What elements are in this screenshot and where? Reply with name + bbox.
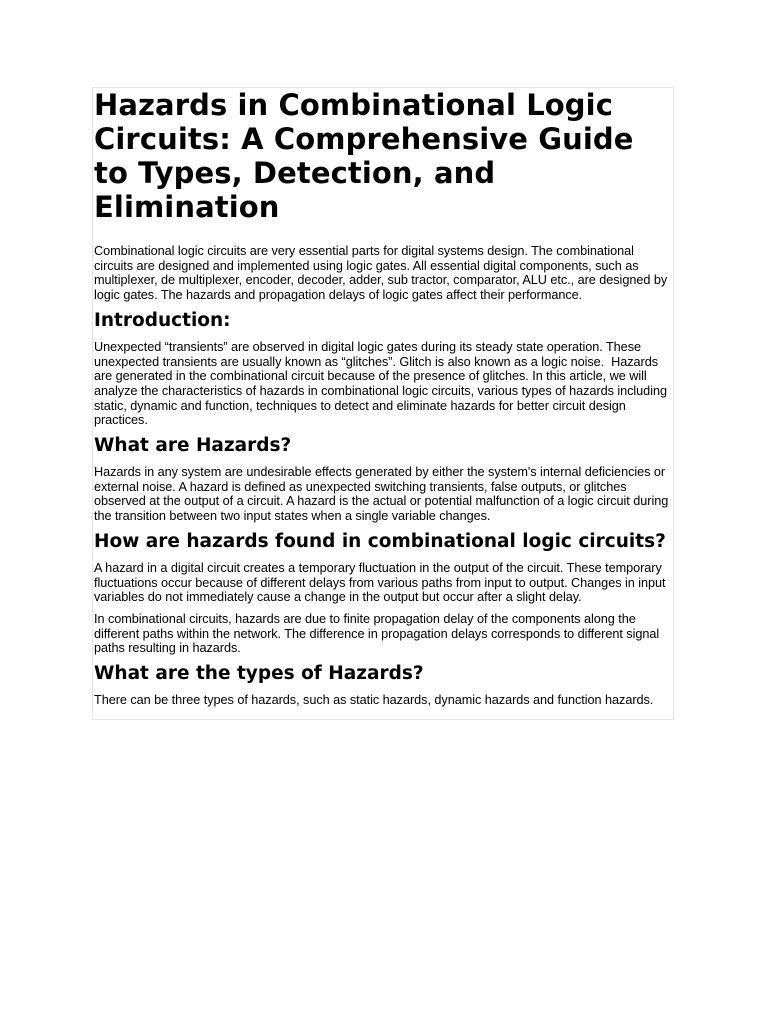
section-heading-how-hazards-found: How are hazards found in combinational logic circuits? xyxy=(94,530,666,552)
section-heading-what-are-hazards: What are Hazards? xyxy=(94,435,292,457)
section-paragraph: There can be three types of hazards, such as static hazards, dynamic hazards and function hazards. xyxy=(94,693,654,708)
article-title: Hazards in Combinational Logic Circuits: A Comprehensive Guide to Types, Detection, and Elimination xyxy=(94,88,634,224)
section-heading-types-of-hazards: What are the types of Hazards? xyxy=(94,663,424,685)
section-paragraph: In combinational circuits, hazards are due to finite propagation delay of the components along the different paths within the network. The difference in propagation delays corresponds to different signal paths resulting in hazards. xyxy=(94,611,660,656)
section-paragraph: Hazards in any system are undesirable effects generated by either the system's internal deficiencies or external noise. A hazard is defined as unexpected switching transients, false outputs, or glitches observed at the output of a circuit. A hazard is the actual or potential malfunction of a logic circuit during the transition between two input states when a single variable changes. xyxy=(94,465,669,524)
document-page xyxy=(92,87,674,720)
intro-paragraph: Combinational logic circuits are very essential parts for digital systems design. The combinational circuits are designed and implemented using logic gates. All essential digital components, such as multiplexer, de multiplexer, encoder, decoder, adder, sub tractor, comparator, ALU etc., are designed by logic gates. The hazards and propagation delays of logic gates affect their performance. xyxy=(94,244,668,303)
section-heading-introduction: Introduction: xyxy=(94,309,231,331)
section-paragraph: Unexpected “transients” are observed in digital logic gates during its steady state operation. These unexpected transients are usually known as “glitches”. Glitch is also known as a logic noise. Hazards are generated in the combinational circuit because of the presence of glitches. In this article, we will analyze the characteristics of hazards in combinational logic circuits, various types of hazards including static, dynamic and function, techniques to detect and eliminate hazards for better circuit design practices. xyxy=(94,339,671,428)
section-paragraph: A hazard in a digital circuit creates a temporary fluctuation in the output of the circuit. These temporary fluctuations occur because of different delays from various paths from input to output. Changes in input variables do not immediately cause a change in the output but occur after a slight delay. xyxy=(94,560,666,605)
